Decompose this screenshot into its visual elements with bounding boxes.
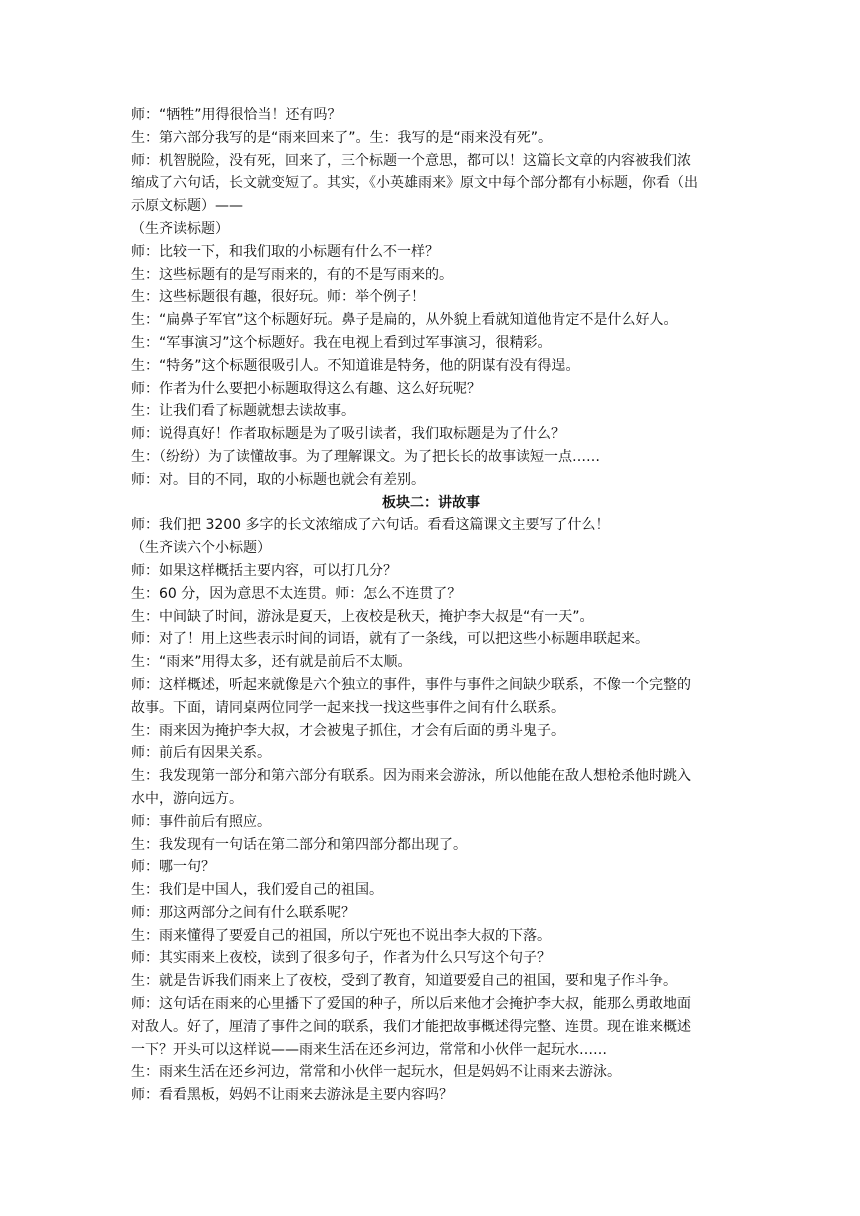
text-line: 生：“扁鼻子军官”这个标题好玩。鼻子是扁的，从外貌上看就知道他肯定不是什么好人。 (131, 312, 678, 329)
document-page (131, 104, 731, 1107)
text-line: 生：雨来懂得了要爱自己的祖国，所以宁死也不说出李大叔的下落。 (131, 927, 551, 944)
text-line: 生：“特务”这个标题很吸引人。不知道谁是特务，他的阴谋有没有得逞。 (131, 357, 580, 374)
text-line: 示原文标题）—— (131, 198, 243, 215)
text-line: 生：“军事演习”这个标题好。我在电视上看到过军事演习，很精彩。 (131, 334, 552, 351)
text-line: 师：事件前后有照应。 (131, 813, 271, 830)
text-line: 一下？开头可以这样说——雨来生活在还乡河边，常常和小伙伴一起玩水…… (131, 1041, 607, 1058)
text-line: 生：雨来生活在还乡河边，常常和小伙伴一起玩水，但是妈妈不让雨来去游泳。 (131, 1064, 621, 1081)
text-line: 师：前后有因果关系。 (131, 745, 271, 762)
text-line: 水中，游向远方。 (131, 790, 243, 807)
text-line: （生齐读标题） (131, 220, 229, 237)
text-line: 生：我发现第一部分和第六部分有联系。因为雨来会游泳，所以他能在敌人想枪杀他时跳入 (131, 768, 691, 785)
text-line: 师：其实雨来上夜校，读到了很多句子，作者为什么只写这个句子？ (131, 950, 551, 967)
text-line: 师：说得真好！作者取标题是为了吸引读者，我们取标题是为了什么？ (131, 426, 565, 443)
text-line: 师：这句话在雨来的心里播下了爱国的种子，所以后来他才会掩护李大叔，能那么勇敢地面 (131, 996, 691, 1013)
text-line: 师：“牺牲”用得很恰当！还有吗？ (131, 107, 342, 123)
text-line: 生：雨来因为掩护李大叔，才会被鬼子抓住，才会有后面的勇斗鬼子。 (131, 722, 565, 739)
text-line: 师：看看黑板，妈妈不让雨来去游泳是主要内容吗？ (131, 1087, 453, 1104)
text-line: 生：第六部分我写的是“雨来回来了”。生：我写的是“雨来没有死”。 (131, 129, 553, 146)
text-line: 生：我发现有一句话在第二部分和第四部分都出现了。 (131, 836, 467, 853)
text-line: 生：中间缺了时间，游泳是夏天，上夜校是秋天，掩护李大叔是“有一天”。 (131, 608, 594, 625)
text-line: 师：这样概述，听起来就像是六个独立的事件，事件与事件之间缺少联系，不像一个完整的 (131, 676, 691, 693)
text-line: 对敌人。好了，厘清了事件之间的联系，我们才能把故事概述得完整、连贯。现在谁来概述 (131, 1018, 691, 1035)
text-line: 生：我们是中国人，我们爱自己的祖国。 (131, 882, 383, 899)
text-line: 生：“雨来”用得太多，还有就是前后不太顺。 (131, 654, 412, 671)
text-line: 师：哪一句？ (131, 859, 215, 876)
text-line: 师：我们把 3200 多字的长文浓缩成了六句话。看看这篇课文主要写了什么！ (131, 517, 610, 534)
text-line: 师：作者为什么要把小标题取得这么有趣、这么好玩呢？ (131, 380, 481, 397)
text-line: 生：（纷纷）为了读懂故事。为了理解课文。为了把长长的故事读短一点…… (131, 448, 600, 465)
text-line: 生：这些标题有的是写雨来的，有的不是写雨来的。 (131, 266, 453, 283)
text-line: 师：如果这样概括主要内容，可以打几分？ (131, 562, 397, 579)
text-line: 师：对。目的不同，取的小标题也就会有差别。 (131, 471, 425, 488)
text-line: 师：比较一下，和我们取的小标题有什么不一样？ (131, 243, 439, 260)
text-line: 缩成了六句话，长文就变短了。其实，《小英雄雨来》原文中每个部分都有小标题，你看（出 (131, 175, 698, 192)
text-line: 生：让我们看了标题就想去读故事。 (131, 403, 355, 420)
text-line: 生：60 分，因为意思不太连贯。师：怎么不连贯了？ (131, 585, 462, 602)
text-line: （生齐读六个小标题） (131, 540, 271, 557)
text-line: 生：就是告诉我们雨来上了夜校，受到了教育，知道要爱自己的祖国，要和鬼子作斗争。 (131, 973, 677, 990)
text-line: 师：那这两部分之间有什么联系呢？ (131, 904, 355, 921)
text-line: 师：机智脱险，没有死，回来了，三个标题一个意思，都可以！这篇长文章的内容被我们浓 (131, 152, 691, 169)
text-line: 生：这些标题很有趣，很好玩。师：举个例子！ (131, 289, 425, 306)
section-heading: 板块二：讲故事 (382, 494, 480, 511)
text-line: 师：对了！用上这些表示时间的词语，就有了一条线，可以把这些小标题串联起来。 (131, 631, 649, 648)
text-line: 故事。下面，请同桌两位同学一起来找一找这些事件之间有什么联系。 (131, 699, 565, 716)
